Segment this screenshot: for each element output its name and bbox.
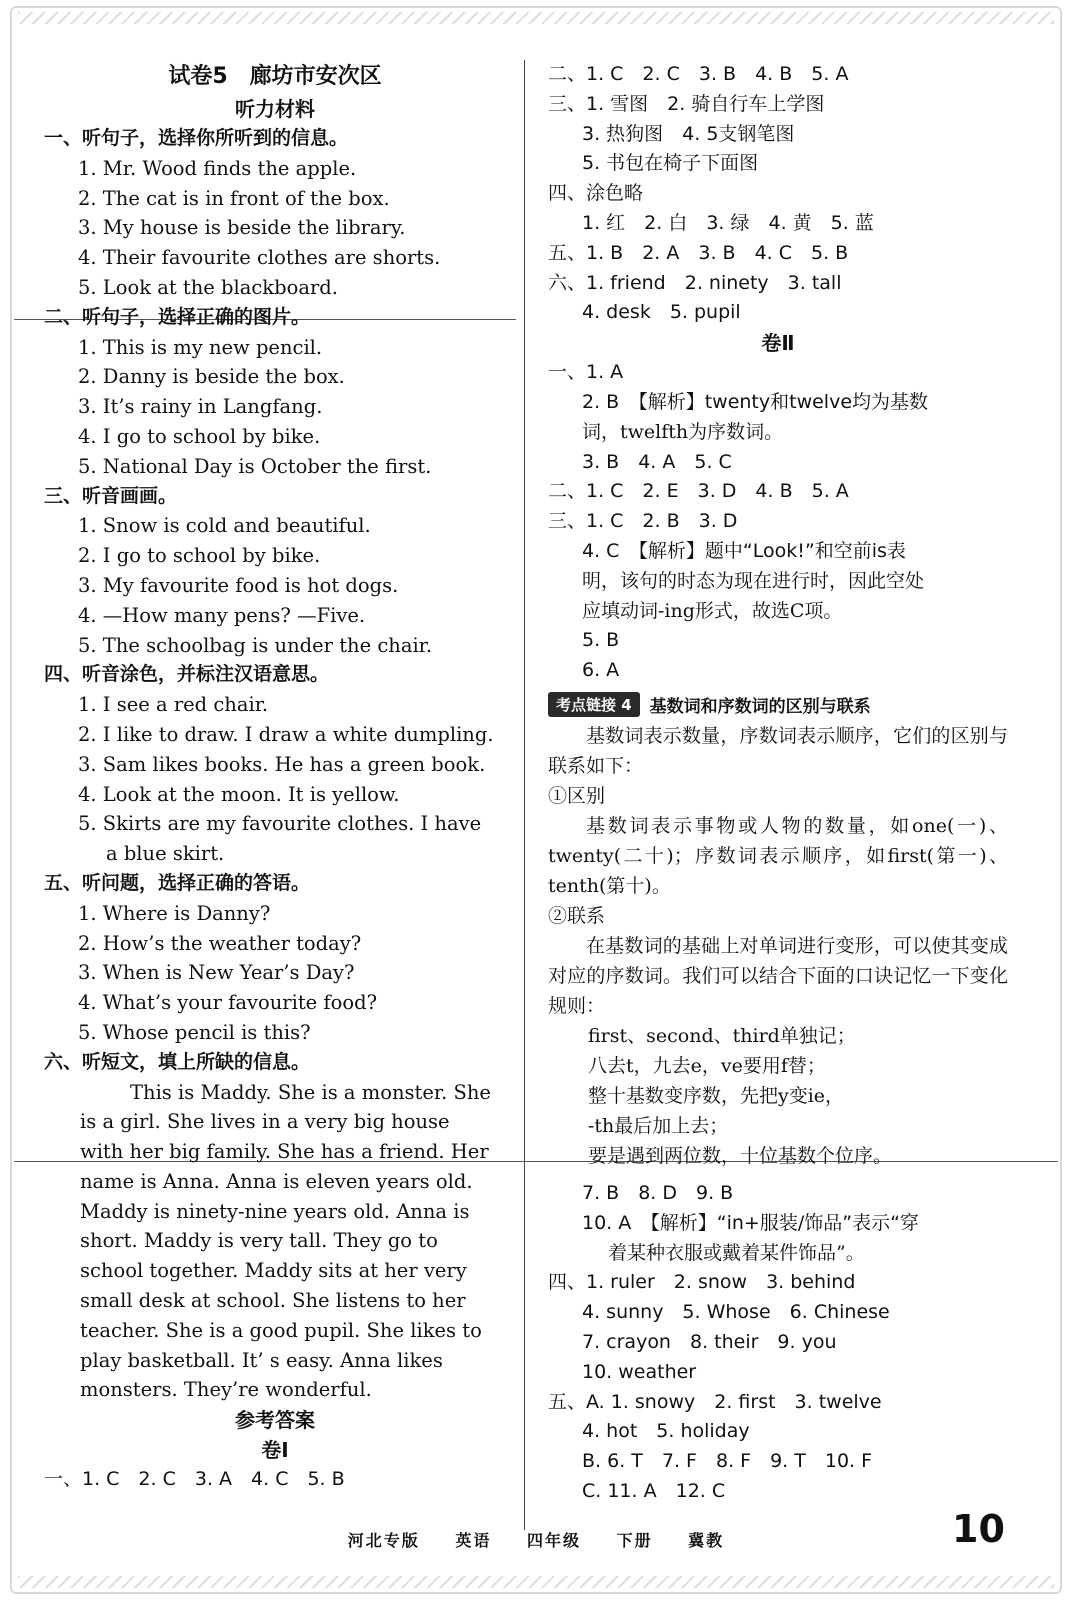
passage-line: Maddy is ninety-nine years old. Anna is	[80, 1199, 470, 1223]
list-item: 1. This is my new pencil.	[78, 335, 323, 359]
answers-heading: 参考答案	[235, 1408, 315, 1433]
list-item: 1. Snow is cold and beautiful.	[78, 514, 371, 538]
bottom-decoration	[18, 1576, 1054, 1588]
footer-term: 下册	[616, 1531, 653, 1550]
passage-line: school together. Maddy sits at her very	[80, 1259, 467, 1283]
passage-line: short. Maddy is very tall. They go to	[80, 1229, 438, 1253]
rhyme-line: 整十基数变序数，先把y变ie，	[588, 1084, 845, 1107]
kaodian-intro: 基数词表示数量，序数词表示顺序，它们的区别与联系如下：	[548, 724, 1008, 777]
answer-line: 二、1. C 2. C 3. B 4. B 5. A	[548, 63, 849, 85]
answer-line: 2. B 【解析】twenty和twelve均为基数	[582, 390, 929, 413]
answer-line: 一、1. A	[548, 361, 624, 384]
answer-line: 三、1. C 2. B 3. D	[548, 510, 738, 533]
answer-line: 4. sunny 5. Whose 6. Chinese	[582, 1301, 890, 1324]
answer-line: B. 6. T 7. F 8. F 9. T 10. F	[582, 1450, 873, 1473]
answer-line: 五、A. 1. snowy 2. first 3. twelve	[548, 1390, 882, 1413]
list-item-continued: a blue skirt.	[106, 842, 225, 866]
section-heading: 三、听音画画。	[44, 484, 178, 507]
answer-line: 10. A 【解析】“in+服装/饰品”表示“穿	[582, 1211, 919, 1234]
list-item: 3. My favourite food is hot dogs.	[78, 573, 399, 597]
paper-title: 试卷5 廊坊市安次区	[168, 64, 382, 89]
section-heading: 五、听问题，选择正确的答语。	[44, 871, 311, 894]
list-item: 5. Skirts are my favourite clothes. I have	[78, 812, 482, 836]
answer-line: 四、涂色略	[548, 182, 644, 205]
answer-line: 3. B 4. A 5. C	[582, 450, 732, 473]
answer-line: 4. desk 5. pupil	[582, 301, 741, 324]
passage-line: is a girl. She lives in a very big house	[80, 1110, 450, 1134]
column-divider	[524, 60, 525, 1530]
page-footer	[0, 1528, 1072, 1551]
list-item: 5. Look at the blackboard.	[78, 275, 338, 299]
answer-line: 一、1. C 2. C 3. A 4. C 5. B	[44, 1468, 345, 1491]
list-item: 2. How’s the weather today?	[78, 931, 362, 955]
list-item: 2. I go to school by bike.	[78, 544, 321, 568]
passage-line: small desk at school. She listens to her	[80, 1289, 466, 1313]
explanation-line: 明，该句的时态为现在进行时，因此空处	[582, 569, 925, 592]
answer-line: 1. 红 2. 白 3. 绿 4. 黄 5. 蓝	[582, 211, 874, 234]
answer-line: 三、1. 雪图 2. 骑自行车上学图	[548, 92, 825, 115]
paper-1-label: 卷Ⅰ	[261, 1438, 289, 1463]
answer-line: 10. weather	[582, 1360, 697, 1383]
kaodian-header	[548, 692, 1008, 717]
answer-line: 4. hot 5. holiday	[582, 1420, 750, 1443]
kaodian-link-text: 在基数词的基础上对单词进行变形，可以使其变成对应的序数词。我们可以结合下面的口诀记忆一下变化规则：	[548, 934, 1008, 1017]
list-item: 4. I go to school by bike.	[78, 424, 321, 448]
passage-line: play basketball. It’ s easy. Anna likes	[80, 1348, 443, 1372]
footer-region: 河北专版	[347, 1531, 420, 1550]
section-heading: 六、听短文，填上所缺的信息。	[44, 1050, 311, 1073]
section-2	[44, 303, 506, 482]
answer-line: 五、1. B 2. A 3. B 4. C 5. B	[548, 241, 849, 264]
answer-line: 5. B	[582, 629, 620, 652]
section-3	[44, 482, 506, 661]
kaodian-tag: 考点链接 4	[548, 692, 640, 717]
answer-line: 6. A	[582, 659, 620, 682]
list-item: 3. My house is beside the library.	[78, 216, 406, 240]
answer-line: 六、1. friend 2. ninety 3. tall	[548, 271, 842, 294]
section-6-passage	[44, 1048, 506, 1406]
rhyme-line: 八去t，九去e，ve要用f替；	[588, 1054, 826, 1077]
answer-line: 7. crayon 8. their 9. you	[582, 1330, 837, 1353]
list-item: 1. I see a red chair.	[78, 693, 269, 717]
explanation-line: 词，twelfth为序数词。	[582, 420, 784, 443]
kaodian-title: 基数词和序数词的区别与联系	[649, 696, 871, 717]
section-4	[44, 660, 506, 869]
paper-2-label: 卷Ⅱ	[761, 331, 795, 356]
footer-grade: 四年级	[526, 1531, 581, 1550]
list-item: 1. Where is Danny?	[78, 901, 271, 925]
answer-line: C. 11. A 12. C	[582, 1479, 726, 1502]
page-number: 10	[952, 1507, 1005, 1551]
rhyme-line: -th最后加上去；	[588, 1114, 729, 1137]
rhyme-line: 要是遇到两位数，十位基数个位序。	[588, 1144, 893, 1167]
answer-line: 5. 书包在椅子下面图	[582, 152, 759, 175]
right-column	[548, 60, 1008, 1507]
list-item: 3. It’s rainy in Langfang.	[78, 395, 323, 419]
list-item: 3. Sam likes books. He has a green book.	[78, 752, 486, 776]
list-item: 2. Danny is beside the box.	[78, 365, 345, 389]
list-item: 5. The schoolbag is under the chair.	[78, 633, 433, 657]
section-5	[44, 869, 506, 1048]
rhyme-line: first、second、third单独记；	[588, 1024, 856, 1047]
kaodian-diff-text: 基数词表示事物或人物的数量，如one(一)、twenty(二十)；序数词表示顺序，如first(第一)、tenth(第十)。	[548, 814, 1008, 897]
passage-line: name is Anna. Anna is eleven years old.	[80, 1169, 473, 1193]
list-item: 3. When is New Year’s Day?	[78, 961, 355, 985]
list-item: 5. Whose pencil is this?	[78, 1020, 311, 1044]
kaodian-link-label: ②联系	[548, 904, 606, 927]
top-decoration	[18, 12, 1054, 24]
footer-subject: 英语	[455, 1531, 492, 1550]
listening-material-heading: 听力材料	[235, 97, 315, 121]
list-item: 2. I like to draw. I draw a white dumpling.	[78, 722, 494, 746]
footer-edition: 冀教	[688, 1531, 725, 1550]
section-heading: 一、听句子，选择你所听到的信息。	[44, 127, 349, 149]
list-item: 5. National Day is October the first.	[78, 454, 432, 478]
answer-line: 4. C 【解析】题中“Look!”和空前is表	[582, 539, 906, 562]
answer-line: 3. 热狗图 4. 5支钢笔图	[582, 122, 795, 145]
list-item: 2. The cat is in front of the box.	[78, 186, 390, 210]
answer-line: 四、1. ruler 2. snow 3. behind	[548, 1271, 856, 1294]
section-1	[44, 124, 506, 303]
left-column	[44, 60, 506, 1495]
passage-line: with her big family. She has a friend. Her	[80, 1140, 489, 1164]
list-item: 4. —How many pens? —Five.	[78, 603, 366, 627]
passage-line: teacher. She is a good pupil. She likes to	[80, 1318, 482, 1342]
section-heading: 二、听句子，选择正确的图片。	[44, 305, 311, 328]
section-heading: 四、听音涂色，并标注汉语意思。	[44, 663, 330, 686]
list-item: 4. Their favourite clothes are shorts.	[78, 246, 441, 270]
kaodian-diff-label: ①区别	[548, 784, 606, 807]
answer-line: 7. B 8. D 9. B	[582, 1181, 734, 1204]
list-item: 1. Mr. Wood finds the apple.	[78, 156, 357, 180]
answer-line: 二、1. C 2. E 3. D 4. B 5. A	[548, 480, 849, 503]
list-item: 4. What’s your favourite food?	[78, 991, 378, 1015]
list-item: 4. Look at the moon. It is yellow.	[78, 782, 400, 806]
passage-line: This is Maddy. She is a monster. She	[130, 1080, 491, 1104]
explanation-line: 应填动词-ing形式，故选C项。	[582, 599, 843, 622]
explanation-line: 着某种衣服或戴着某件饰品”。	[608, 1241, 865, 1264]
passage-line: monsters. They’re wonderful.	[80, 1378, 372, 1402]
